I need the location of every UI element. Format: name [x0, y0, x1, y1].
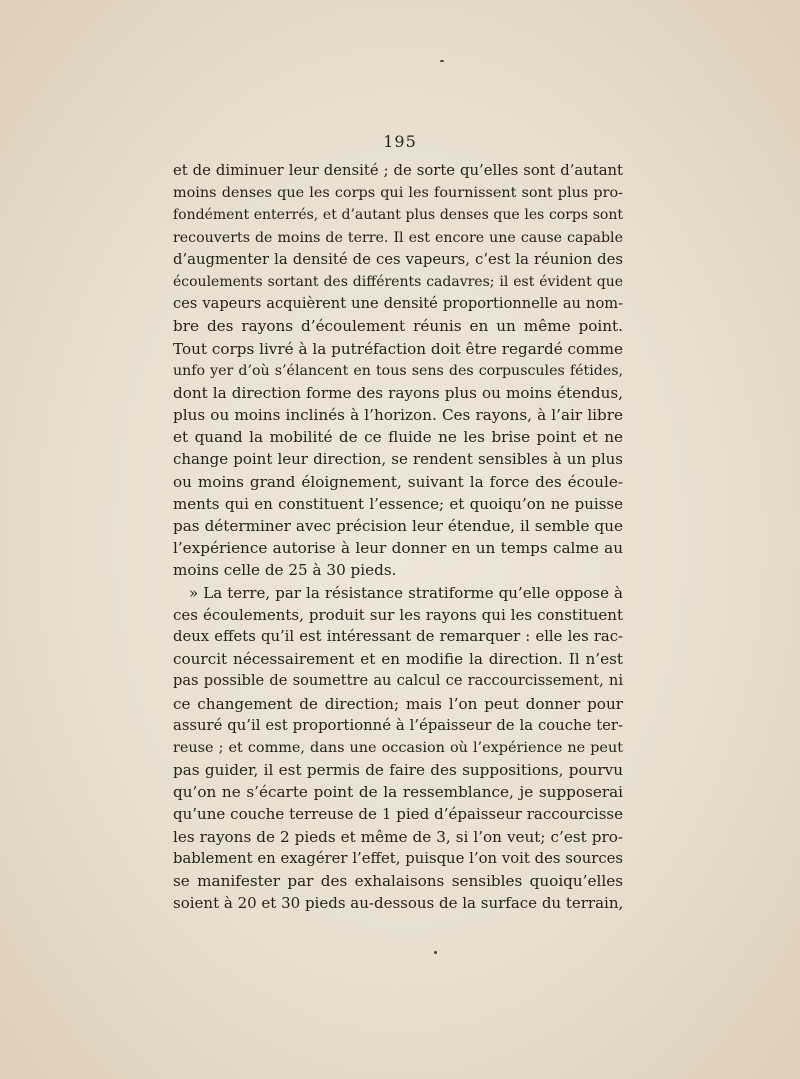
text-line: d’augmenter la densité de ces vapeurs, c’est la réunion des	[173, 250, 623, 268]
text-line: les rayons de 2 pieds et même de 3, si l’on veut; c’est pro-	[173, 827, 623, 846]
page-number: 195	[383, 132, 417, 151]
text-line: courcit nécessairement et en modifie la direction. Il n’est	[173, 650, 623, 669]
text-line: recouverts de moins de terre. Il est encore une cause capable	[173, 229, 623, 246]
text-line: se manifester par des exhalaisons sensibles quoiqu’elles	[173, 872, 623, 890]
text-line: l’expérience autorise à leur donner en un temps calme au	[173, 539, 623, 558]
text-line: moins denses que les corps qui les fournissent sont plus pro-	[173, 185, 623, 202]
text-line: bre des rayons d’écoulement réunis en un même point.	[173, 317, 623, 336]
text-line: dont la direction forme des rayons plus ou moins étendus,	[173, 383, 623, 402]
paper-speck	[434, 951, 437, 954]
text-line: pas guider, il est permis de faire des suppositions, pourvu	[173, 761, 623, 780]
text-line: change point leur direction, se rendent sensibles à un plus	[173, 450, 623, 469]
paper-speck	[440, 60, 444, 62]
text-line: reuse ; et comme, dans une occasion où l’expérience ne peut	[173, 739, 623, 756]
text-line: moins celle de 25 à 30 pieds.	[173, 561, 397, 580]
text-line: pas déterminer avec précision leur étendue, il semble que	[173, 517, 623, 535]
text-line: plus ou moins inclinés à l’horizon. Ces rayons, à l’air libre	[173, 406, 623, 425]
text-line: ces vapeurs acquièrent une densité proportionnelle au nom-	[173, 295, 623, 313]
text-line: et quand la mobilité de ce fluide ne les brise point et ne	[173, 428, 623, 447]
text-line: bablement en exagérer l’effet, puisque l’on voit des sources	[173, 849, 623, 867]
text-line: et de diminuer leur densité ; de sorte qu’elles sont d’autant	[173, 162, 623, 179]
text-line: pas possible de soumettre au calcul ce raccourcissement, ni	[173, 672, 623, 690]
text-line: qu’on ne s’écarte point de la ressemblance, je supposerai	[173, 783, 623, 802]
text-line: Tout corps livré à la putréfaction doit être regardé comme	[173, 339, 623, 358]
text-line: ces écoulements, produit sur les rayons qui les constituent	[173, 605, 623, 624]
text-line: qu’une couche terreuse de 1 pied d’épaisseur raccourcisse	[173, 805, 623, 824]
text-line: ce changement de direction; mais l’on peut donner pour	[173, 694, 623, 713]
text-line: ou moins grand éloignement, suivant la force des écoule-	[173, 472, 623, 491]
text-line: écoulements sortant des différents cadavres; il est évident que	[173, 273, 623, 290]
text-line: assuré qu’il est proportionné à l’épaisseur de la couche ter-	[173, 716, 623, 734]
text-line: ments qui en constituent l’essence; et quoiqu’on ne puisse	[173, 494, 623, 513]
text-line: soient à 20 et 30 pieds au-dessous de la surface du terrain,	[173, 894, 623, 913]
text-line: unfo yer d’où s’élancent en tous sens des corpuscules fétides,	[173, 362, 623, 379]
text-line: deux effets qu’il est intéressant de remarquer : elle les rac-	[173, 627, 623, 645]
text-line: » La terre, par la résistance stratiforme qu’elle oppose à	[189, 583, 623, 602]
text-line: fondément enterrés, et d’autant plus denses que les corps sont	[173, 207, 623, 224]
body-text	[173, 160, 623, 914]
